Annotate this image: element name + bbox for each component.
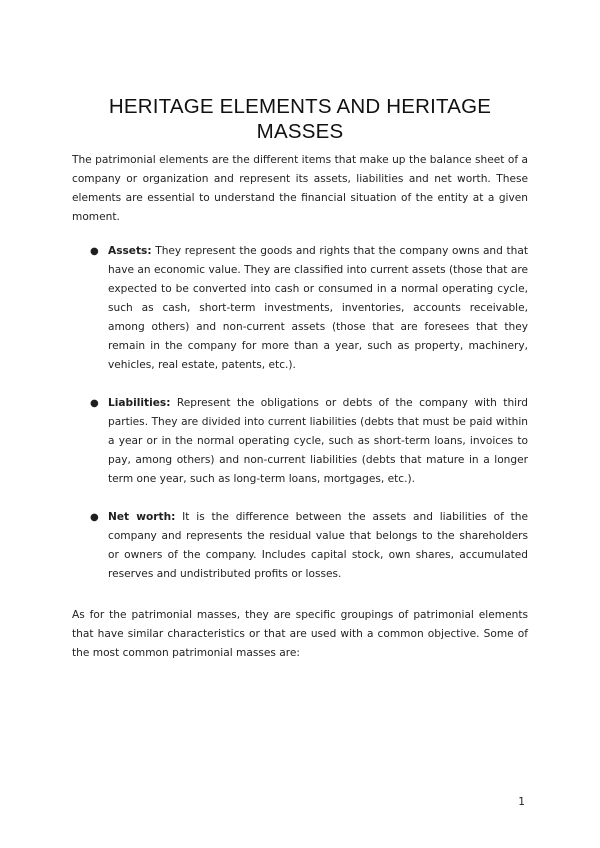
- bullet-term: Assets:: [108, 245, 152, 257]
- bullet-icon: ●: [90, 246, 99, 257]
- closing-paragraph: As for the patrimonial masses, they are specific groupings of patrimonial elements that have similar characteristics or that are used with a common objective. Some of the most common patrimonial masses are:: [72, 609, 528, 659]
- bullet-item-assets: [72, 242, 528, 375]
- intro-paragraph: The patrimonial elements are the different items that make up the balance sheet of a company or organization and represent its assets, liabilities and net worth. These elements are essential to understand the financial situation of the entity at a given moment.: [72, 154, 528, 223]
- bullet-term: Net worth:: [108, 511, 176, 523]
- bullet-list: [72, 242, 528, 603]
- bullet-term: Liabilities:: [108, 397, 171, 409]
- bullet-item-net-worth: [72, 508, 528, 584]
- bullet-icon: ●: [90, 398, 99, 409]
- bullet-text: It is the difference between the assets and liabilities of the company and represents the residual value that belongs to the shareholders or owners of the company. Includes capital stock, own shares, accumulated reserves and undistributed profits or losses.: [108, 511, 529, 580]
- bullet-text: They represent the goods and rights that the company owns and that have an economic value. They are classified into current assets (those that are expected to be converted into cash or consumed in a normal operating cycle, such as cash, short-term investments, inventories, accounts receivable, among others) and non-current assets (those that are foresees that they remain in the company for more than a year, such as property, machinery, vehicles, real estate, patents, etc.).: [108, 245, 528, 371]
- bullet-icon: ●: [90, 512, 99, 523]
- bullet-text: Represent the obligations or debts of the company with third parties. They are divided into current liabilities (debts that must be paid within a year or in the normal operating cycle, such as short-term loans, invoices to pay, among others) and non-current liabilities (debts that mature in a longer term one year, such as long-term loans, mortgages, etc.).: [108, 397, 528, 485]
- page-title: HERITAGE ELEMENTS AND HERITAGE MASSES: [108, 95, 492, 143]
- bullet-item-liabilities: [72, 394, 528, 489]
- page-number: 1: [518, 796, 525, 808]
